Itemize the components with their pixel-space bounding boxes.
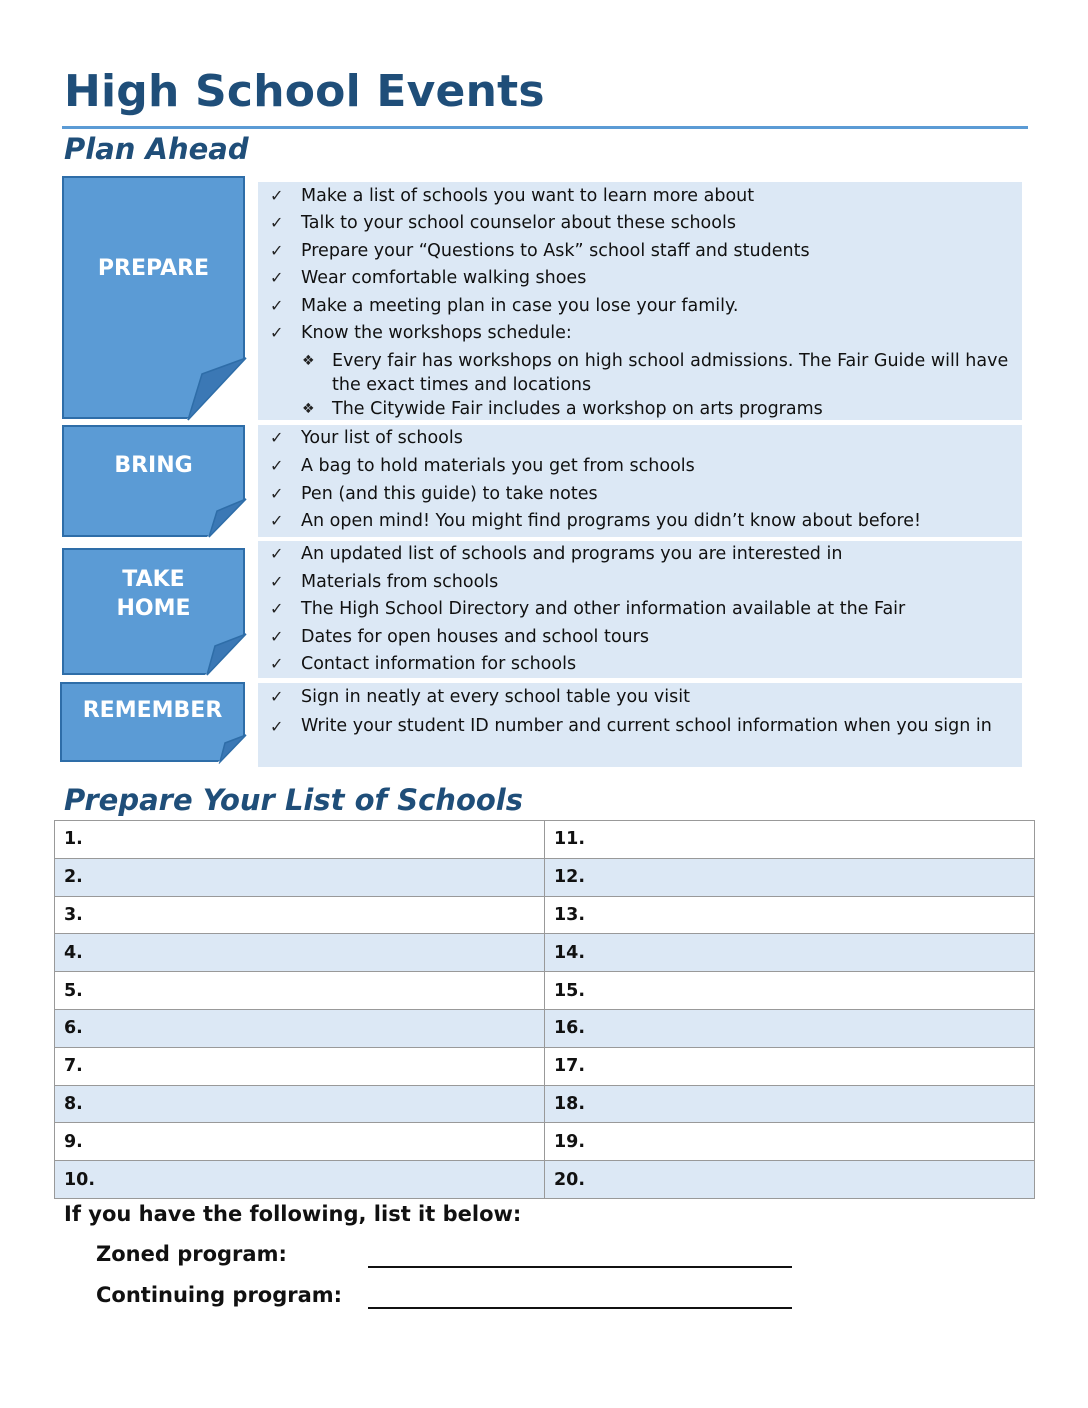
remember-label: REMEMBER (82, 698, 223, 723)
checkmark-icon: ✓ (270, 687, 284, 706)
page-curl-icon (184, 356, 248, 422)
list-item: ✓ Write your student ID number and current school information when you sign in (270, 713, 1014, 740)
school-entry[interactable]: 20. (545, 1161, 1035, 1199)
table-row (55, 1047, 1035, 1085)
table-row (55, 1123, 1035, 1161)
continuing-program-label: Continuing program: (96, 1283, 343, 1307)
list-item: ✓ Make a meeting plan in case you lose your family. (270, 296, 739, 316)
list-item: ✓ The High School Directory and other information available at the Fair (270, 599, 906, 619)
checkmark-icon: ✓ (270, 511, 284, 530)
list-item: ✓ A bag to hold materials you get from schools (270, 456, 695, 476)
page-curl-icon (216, 733, 248, 764)
table-row (55, 1085, 1035, 1123)
table-row (55, 934, 1035, 972)
take-home-label: TAKE HOME (116, 567, 191, 621)
table-row (55, 1009, 1035, 1047)
bring-panel (258, 425, 1022, 537)
diamond-bullet-icon: ❖ (302, 401, 315, 417)
school-entry[interactable]: 11. (545, 821, 1035, 859)
list-item: ✓ Contact information for schools (270, 654, 577, 674)
take-home-panel (258, 541, 1022, 678)
list-item: ✓ Wear comfortable walking shoes (270, 268, 587, 288)
zoned-program-label: Zoned program: (96, 1242, 287, 1266)
checkmark-icon: ✓ (270, 627, 284, 646)
checkmark-icon: ✓ (270, 241, 284, 260)
list-item: ✓ An updated list of schools and programs you are interested in (270, 544, 843, 564)
school-entry[interactable]: 3. (55, 896, 545, 934)
list-heading: Prepare Your List of Schools (64, 783, 524, 817)
checkmark-icon: ✓ (270, 186, 284, 205)
checkmark-icon: ✓ (270, 484, 284, 503)
school-entry[interactable]: 5. (55, 972, 545, 1010)
page-curl-icon (203, 632, 248, 677)
list-item: ✓ Talk to your school counselor about these schools (270, 213, 736, 233)
continuing-program-line[interactable] (368, 1307, 792, 1309)
plan-ahead-heading: Plan Ahead (64, 132, 249, 166)
prepare-panel (258, 182, 1022, 420)
list-item: ✓ Your list of schools (270, 428, 463, 448)
title-rule (62, 126, 1028, 129)
table-row (55, 896, 1035, 934)
school-entry[interactable]: 13. (545, 896, 1035, 934)
school-entry[interactable]: 16. (545, 1009, 1035, 1047)
school-entry[interactable]: 8. (55, 1085, 545, 1123)
school-entry[interactable]: 19. (545, 1123, 1035, 1161)
checkmark-icon: ✓ (270, 572, 284, 591)
school-entry[interactable]: 12. (545, 858, 1035, 896)
list-item: ✓ Make a list of schools you want to learn more about (270, 186, 755, 206)
diamond-bullet-icon: ❖ (302, 353, 315, 369)
checkmark-icon: ✓ (270, 323, 284, 342)
school-entry[interactable]: 10. (55, 1161, 545, 1199)
sub-list-item: ❖ The Citywide Fair includes a workshop on arts programs (302, 399, 823, 419)
school-entry[interactable]: 4. (55, 934, 545, 972)
checkmark-icon: ✓ (270, 456, 284, 475)
checkmark-icon: ✓ (270, 599, 284, 618)
list-item: ✓ Dates for open houses and school tours (270, 627, 649, 647)
prepare-label: PREPARE (97, 256, 210, 281)
list-item: ✓ Pen (and this guide) to take notes (270, 484, 598, 504)
school-list-table (54, 820, 1035, 1199)
checkmark-icon: ✓ (270, 717, 284, 736)
checkmark-icon: ✓ (270, 428, 284, 447)
checkmark-icon: ✓ (270, 213, 284, 232)
checkmark-icon: ✓ (270, 654, 284, 673)
school-entry[interactable]: 7. (55, 1047, 545, 1085)
school-entry[interactable]: 15. (545, 972, 1035, 1010)
table-row (55, 972, 1035, 1010)
school-entry[interactable]: 17. (545, 1047, 1035, 1085)
list-item: ✓ Prepare your “Questions to Ask” school staff and students (270, 241, 810, 261)
zoned-program-line[interactable] (368, 1266, 792, 1268)
table-row (55, 858, 1035, 896)
school-entry[interactable]: 14. (545, 934, 1035, 972)
list-item: ✓ An open mind! You might find programs you didn’t know about before! (270, 511, 922, 531)
page-curl-icon (205, 497, 248, 539)
list-item: ✓ Sign in neatly at every school table you visit (270, 687, 690, 707)
school-entry[interactable]: 9. (55, 1123, 545, 1161)
following-heading: If you have the following, list it below: (64, 1202, 522, 1226)
bring-label: BRING (114, 453, 193, 478)
table-row (55, 1161, 1035, 1199)
school-entry[interactable]: 1. (55, 821, 545, 859)
sub-list-item: ❖ Every fair has workshops on high school admissions. The Fair Guide will have the exact times and locations (302, 351, 1009, 395)
page-title: High School Events (64, 66, 545, 117)
list-item: ✓ Materials from schools (270, 572, 499, 592)
school-entry[interactable]: 18. (545, 1085, 1035, 1123)
checkmark-icon: ✓ (270, 544, 284, 563)
checkmark-icon: ✓ (270, 268, 284, 287)
remember-panel (258, 683, 1022, 767)
school-entry[interactable]: 2. (55, 858, 545, 896)
checkmark-icon: ✓ (270, 296, 284, 315)
list-item: ✓ Know the workshops schedule: (270, 323, 572, 343)
table-row (55, 821, 1035, 859)
school-entry[interactable]: 6. (55, 1009, 545, 1047)
